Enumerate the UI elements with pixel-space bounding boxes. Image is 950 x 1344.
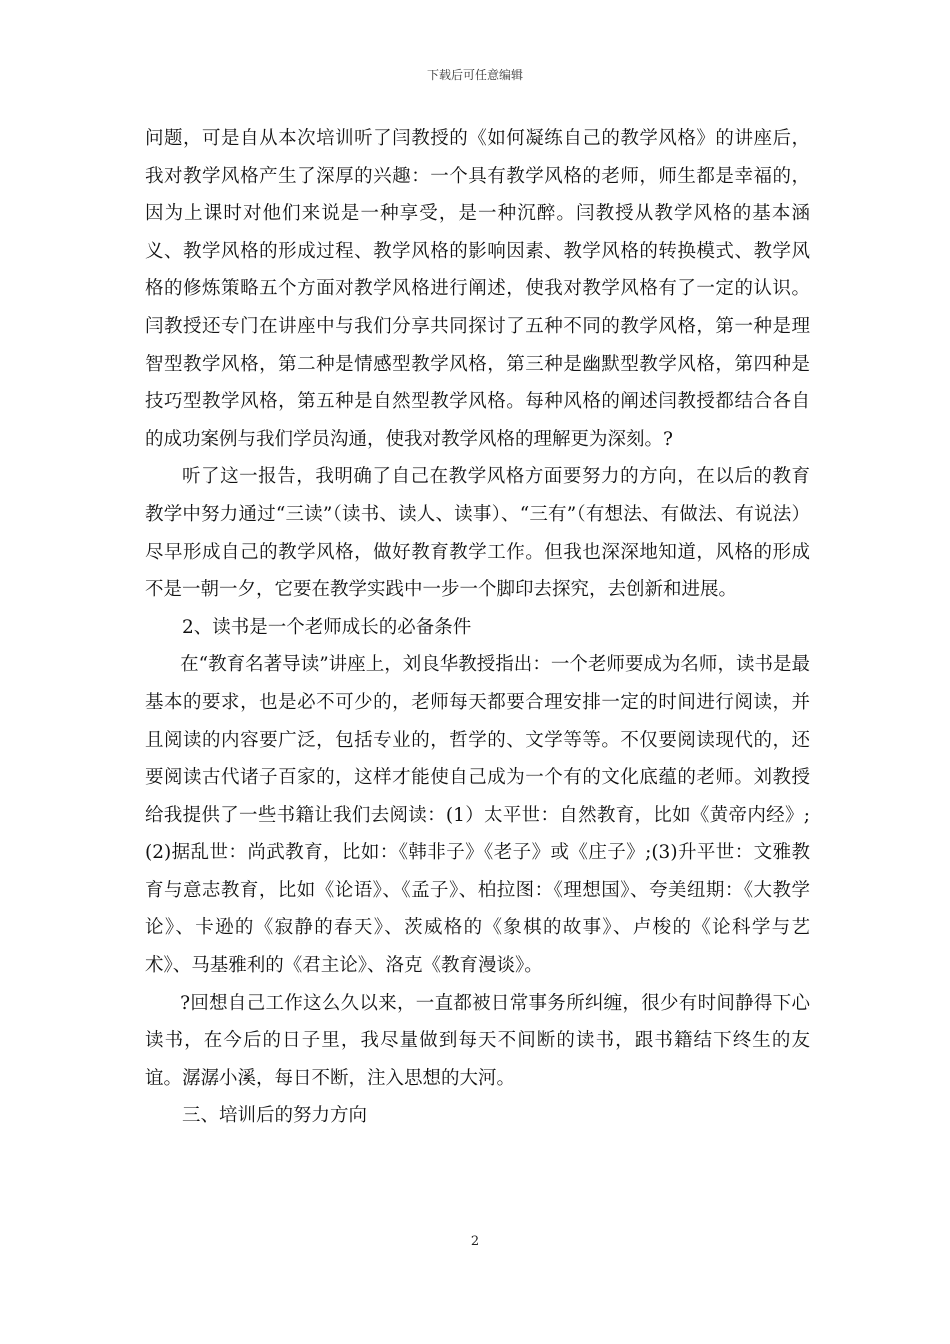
section-heading-direction: 三、培训后的努力方向 bbox=[182, 1105, 368, 1127]
section-heading-reading: 2、读书是一个老师成长的必备条件 bbox=[182, 616, 472, 638]
paragraph-report-reflection: 听了这一报告，我明确了自己在教学风格方面要努力的方向，在以后的教育教学中努力通过“三读”（读书、读人、读事）、“三有”（有想法、有做法、有说法）尽早形成自己的教学风格，做好教育教学工作。但我也深深地知道，风格的形成不是一朝一夕，它要在教学实践中一步一个脚印去探究，去创新和进展。 bbox=[145, 466, 810, 601]
paragraph-personal-reading: ?回想自己工作这么久以来，一直都被日常事务所纠缠，很少有时间静得下心读书，在今后的日子里，我尽量做到每天不间断的读书，跟书籍结下终生的友谊。潺潺小溪，每日不断，注入思想的大河。 bbox=[145, 992, 810, 1089]
paragraph-teaching-style: 问题，可是自从本次培训听了闫教授的《如何凝练自己的教学风格》的讲座后，我对教学风格产生了深厚的兴趣：一个具有教学风格的老师，师生都是幸福的，因为上课时对他们来说是一种享受，是一种沉醉。闫教授从教学风格的基本涵义、教学风格的形成过程、教学风格的影响因素、教学风格的转换模式、教学风格的修炼策略五个方面对教学风格进行阐述，使我对教学风格有了一定的认识。闫教授还专门在讲座中与我们分享共同探讨了五种不同的教学风格，第一种是理智型教学风格，第二种是情感型教学风格，第三种是幽默型教学风格，第四种是技巧型教学风格，第五种是自然型教学风格。每种风格的阐述闫教授都结合各自的成功案例与我们学员沟通，使我对教学风格的理解更为深刻。? bbox=[145, 128, 810, 450]
document-body bbox=[145, 120, 810, 1135]
paragraph-reading-lecture: 在“教育名著导读”讲座上，刘良华教授指出：一个老师要成为名师，读书是最基本的要求，也是必不可少的，老师每天都要合理安排一定的时间进行阅读，并且阅读的内容要广泛，包括专业的，哲学的、文学等等。不仅要阅读现代的，还要阅读古代诸子百家的，这样才能使自己成为一个有的文化底蕴的老师。刘教授给我提供了一些书籍让我们去阅读：(1）太平世：自然教育，比如《黄帝内经》;(2)据乱世：尚武教育，比如：《韩非子》《老子》或《庄子》;(3)升平世：文雅教育与意志教育，比如《论语》、《孟子》、柏拉图：《理想国》、夸美纽期：《大教学论》、卡逊的《寂静的春天》、茨威格的《象棋的故事》、卢梭的《论科学与艺术》、马基雅利的《君主论》、洛克《教育漫谈》。 bbox=[145, 654, 810, 977]
page-number: 2 bbox=[470, 1234, 480, 1249]
page-header: 下载后可任意编辑 bbox=[426, 68, 523, 82]
